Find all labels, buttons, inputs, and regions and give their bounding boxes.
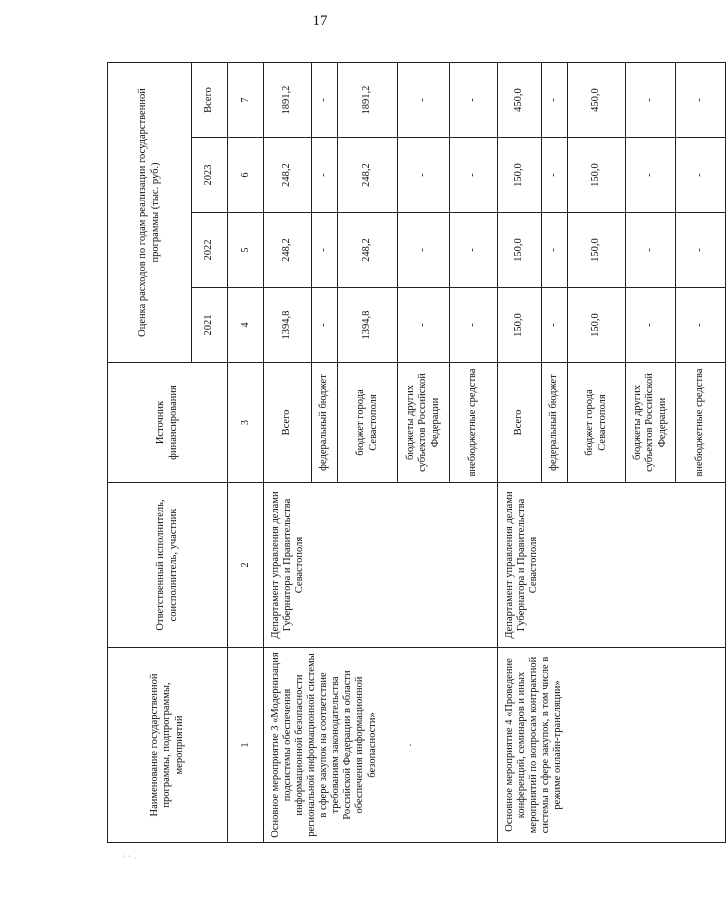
source-cell: федеральный бюджет [312, 363, 338, 483]
value-2021: 1394,8 [338, 288, 398, 363]
value-total: - [626, 62, 676, 137]
value-2023: 150,0 [498, 138, 542, 213]
source-cell: внебюджетные средства [676, 363, 726, 483]
event-3-executor: Департамент управления делами Губернатора и Правительства Севастополя [264, 483, 498, 648]
source-cell: бюджет города Севастополя [568, 363, 626, 483]
value-2021: 150,0 [568, 288, 626, 363]
value-2022: - [626, 213, 676, 288]
value-total: - [450, 62, 498, 137]
source-cell: федеральный бюджет [542, 363, 568, 483]
value-total: 450,0 [498, 62, 542, 137]
header-source: Источник финансирования [108, 363, 228, 483]
value-2023: - [626, 138, 676, 213]
source-cell: Всего [498, 363, 542, 483]
header-year-2021: 2021 [192, 288, 228, 363]
column-number-row [228, 62, 264, 842]
header-total: Всего [192, 62, 228, 137]
column-number: 4 [228, 288, 264, 363]
header-year-2023: 2023 [192, 138, 228, 213]
source-cell: Всего [264, 363, 312, 483]
scan-artifact: ' ' · [123, 854, 138, 863]
event-4-name: Основное мероприятие 4 «Проведение конференций, семинаров и иных мероприятий по вопросам контрактной системы в сфере закупок, в том числе в режиме онлайн-трансляции» [498, 648, 726, 843]
value-2021: - [626, 288, 676, 363]
value-2021: - [450, 288, 498, 363]
column-number: 2 [228, 483, 264, 648]
value-2023: 150,0 [568, 138, 626, 213]
event-trailing-mark: . [402, 743, 414, 747]
value-2021: 150,0 [498, 288, 542, 363]
page-number: 17 [312, 13, 328, 29]
header-name: Наименование государственной программы, подпрограммы, мероприятий [108, 648, 228, 843]
value-2022: 248,2 [338, 213, 398, 288]
table-row [264, 62, 312, 842]
value-2022: 150,0 [498, 213, 542, 288]
value-2023: - [312, 138, 338, 213]
value-2021: - [312, 288, 338, 363]
value-2021: - [676, 288, 726, 363]
value-2023: - [398, 138, 450, 213]
value-2022: - [450, 213, 498, 288]
value-2023: 248,2 [264, 138, 312, 213]
value-total: 1891,2 [264, 62, 312, 137]
source-cell: бюджет города Севастополя [338, 363, 398, 483]
expense-table [107, 62, 726, 843]
value-total: - [312, 62, 338, 137]
event-4-executor: Департамент управления делами Губернатора и Правительства Севастополя [498, 483, 726, 648]
value-total: 1891,2 [338, 62, 398, 137]
value-2021: - [542, 288, 568, 363]
column-number: 6 [228, 138, 264, 213]
value-2022: 150,0 [568, 213, 626, 288]
event-3-name [264, 648, 498, 843]
value-2021: 1394,8 [264, 288, 312, 363]
source-cell: бюджеты других субъектов Российской Федерации [398, 363, 450, 483]
value-total: - [542, 62, 568, 137]
column-number: 5 [228, 213, 264, 288]
header-year-2022: 2022 [192, 213, 228, 288]
source-cell: внебюджетные средства [450, 363, 498, 483]
column-number: 1 [228, 648, 264, 843]
value-2023: - [542, 138, 568, 213]
value-2023: - [676, 138, 726, 213]
header-estimate: Оценка расходов по годам реализации государственной программы (тыс. руб.) [108, 62, 192, 362]
value-2022: - [312, 213, 338, 288]
column-number: 3 [228, 363, 264, 483]
event-name-text: Основное мероприятие 3 «Модернизация подсистемы обеспечения информационной безопасности региональной информационной системы в сфере закупок на соответствие требованиям законодательства Российской Федерации в области обеспечения информационной безопасности» [270, 652, 378, 838]
column-number: 7 [228, 62, 264, 137]
value-2022: - [542, 213, 568, 288]
value-2022: - [398, 213, 450, 288]
table-row [498, 62, 542, 842]
value-total: 450,0 [568, 62, 626, 137]
value-2023: 248,2 [338, 138, 398, 213]
value-2023: - [450, 138, 498, 213]
header-executor: Ответственный исполнитель, соисполнитель, участник [108, 483, 228, 648]
value-total: - [398, 62, 450, 137]
rotated-table-container [107, 63, 706, 843]
value-2022: 248,2 [264, 213, 312, 288]
value-2021: - [398, 288, 450, 363]
value-2022: - [676, 213, 726, 288]
source-cell: бюджеты других субъектов Российской Федерации [626, 363, 676, 483]
value-total: - [676, 62, 726, 137]
